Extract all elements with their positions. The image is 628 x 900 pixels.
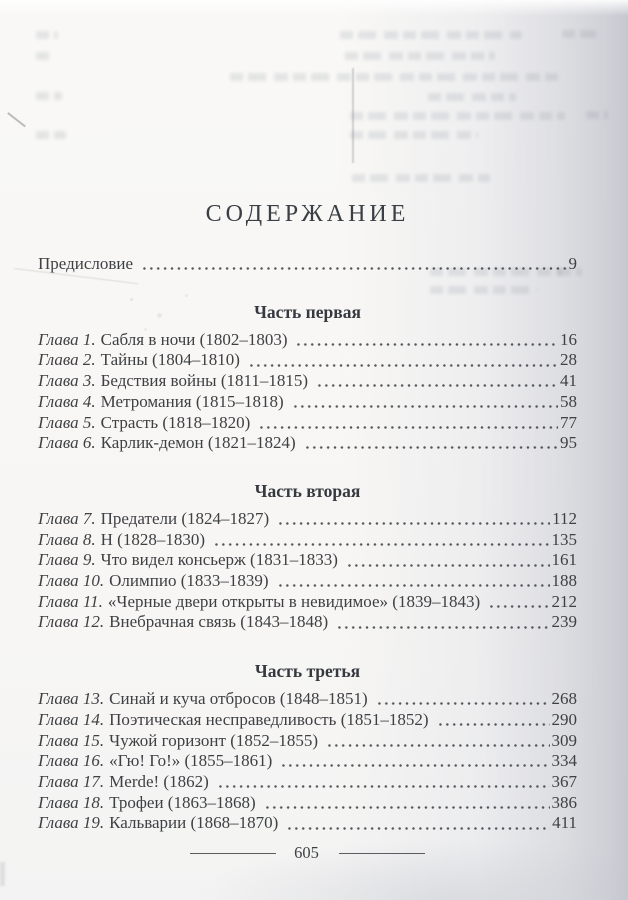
part-heading: Часть третья [254,661,361,682]
chapter-label: Глава 16. [38,751,105,771]
chapter-row [38,530,577,551]
chapter-row [38,731,577,752]
chapter-row [38,392,577,413]
chapter-title: Олимпио (1833–1839) [109,571,269,591]
dot-leader [215,772,550,793]
dot-leader [278,751,549,772]
chapter-row [38,571,577,592]
chapter-row [38,509,577,530]
dot-leader [290,392,558,413]
chapter-page: 135 [551,529,577,549]
chapter-page: 309 [551,730,577,750]
chapter-row [38,612,577,633]
chapter-label: Глава 6. [38,433,96,453]
chapter-row [38,813,577,834]
chapter-title: Страсть (1818–1820) [100,412,251,432]
dot-leader [275,509,550,530]
chapter-label: Глава 2. [38,350,96,370]
chapter-title: Тайны (1804–1810) [100,350,240,370]
chapter-title: «Черные двери открыты в невидимое» (1839–1843) [107,591,481,611]
chapter-title: «Гю! Го!» (1855–1861) [109,751,273,771]
chapter-row [38,413,577,434]
dot-leader [246,350,558,371]
chapter-title: Внебрачная связь (1843–1848) [109,612,329,632]
chapter-title: Трофеи (1863–1868) [109,792,256,812]
page-title: СОДЕРЖАНИЕ [205,201,410,227]
chapter-label: Глава 7. [38,508,96,528]
chapter-title: Бедствия войны (1811–1815) [100,371,309,391]
chapter-label: Глава 18. [38,792,105,812]
chapter-page: 16 [560,329,577,349]
chapter-label: Глава 11. [38,591,103,611]
dot-leader [293,330,558,351]
dot-leader [284,813,550,834]
part-chapter-list [38,509,577,633]
chapter-title: Синай и куча отбросов (1848–1851) [109,689,368,709]
chapter-label: Глава 3. [38,371,96,391]
chapter-page: 367 [551,771,577,791]
chapter-page: 268 [551,689,577,709]
toc-content [38,0,577,863]
dot-leader [334,612,549,633]
chapter-page: 41 [560,371,577,391]
chapter-row [38,350,577,371]
toc-part [38,302,577,454]
chapter-page: 212 [551,591,577,611]
page-footer [38,843,577,863]
dot-leader [211,530,549,551]
bleed-through-line [586,111,608,119]
chapter-row [38,793,577,814]
chapter-page: 77 [560,412,577,432]
chapter-label: Глава 10. [38,571,105,591]
chapter-page: 411 [552,813,577,833]
dot-leader [256,413,558,434]
chapter-label: Глава 4. [38,391,96,411]
chapter-page: 95 [560,433,577,453]
chapter-row [38,710,577,731]
photo-edge-artifact [0,862,5,886]
chapter-page: 58 [560,391,577,411]
chapter-label: Глава 1. [38,329,96,349]
chapter-label: Глава 8. [38,529,96,549]
dot-leader [374,689,550,710]
chapter-page: 161 [551,550,577,570]
preface-label: Предисловие [38,254,134,273]
chapter-row [38,592,577,613]
dot-leader [486,592,549,613]
chapter-row [38,751,577,772]
dot-leader [344,550,550,571]
dot-leader [139,254,566,275]
page-mark [8,112,26,127]
chapter-page: 112 [552,508,577,528]
part-chapter-list [38,689,577,834]
chapter-label: Глава 5. [38,412,96,432]
chapter-page: 290 [551,709,577,729]
chapter-label: Глава 14. [38,709,105,729]
chapter-label: Глава 13. [38,689,105,709]
part-heading: Часть вторая [254,480,361,501]
chapter-title: Н (1828–1830) [100,529,206,549]
dot-leader [302,433,558,454]
chapter-row [38,330,577,351]
chapter-row [38,371,577,392]
part-heading: Часть первая [254,301,361,322]
chapter-row [38,689,577,710]
dot-leader [262,793,550,814]
toc-part [38,661,577,834]
dot-leader [435,710,550,731]
chapter-title: Сабля в ночи (1802–1803) [100,329,288,349]
chapter-label: Глава 17. [38,771,105,791]
footer-rule-left [190,853,276,854]
chapter-page: 239 [551,612,577,632]
chapter-title: Поэтическая несправедливость (1851–1852) [109,709,429,729]
chapter-page: 188 [551,571,577,591]
preface-page: 9 [568,254,577,273]
chapter-page: 386 [551,792,577,812]
chapter-row [38,550,577,571]
chapter-label: Глава 15. [38,730,105,750]
toc-part [38,481,577,633]
toc-parts [38,302,577,834]
chapter-title: Чужой горизонт (1852–1855) [109,730,319,750]
chapter-title: Метромания (1815–1818) [100,391,284,411]
chapter-label: Глава 12. [38,612,105,632]
chapter-title: Предатели (1824–1827) [100,508,270,528]
chapter-label: Глава 19. [38,813,105,833]
preface-row [38,254,577,275]
chapter-title: Что видел консьерж (1831–1833) [100,550,338,570]
chapter-page: 28 [560,350,577,370]
dot-leader [324,731,549,752]
chapter-page: 334 [551,751,577,771]
chapter-row [38,433,577,454]
chapter-title: Карлик-демон (1821–1824) [100,433,296,453]
chapter-title: Merde! (1862) [109,771,209,791]
chapter-title: Кальварии (1868–1870) [109,813,279,833]
chapter-row [38,772,577,793]
footer-rule-right [339,853,425,854]
part-chapter-list [38,330,577,454]
chapter-label: Глава 9. [38,550,96,570]
dot-leader [275,571,550,592]
folio-page-number: 605 [294,843,319,863]
dot-leader [314,371,558,392]
